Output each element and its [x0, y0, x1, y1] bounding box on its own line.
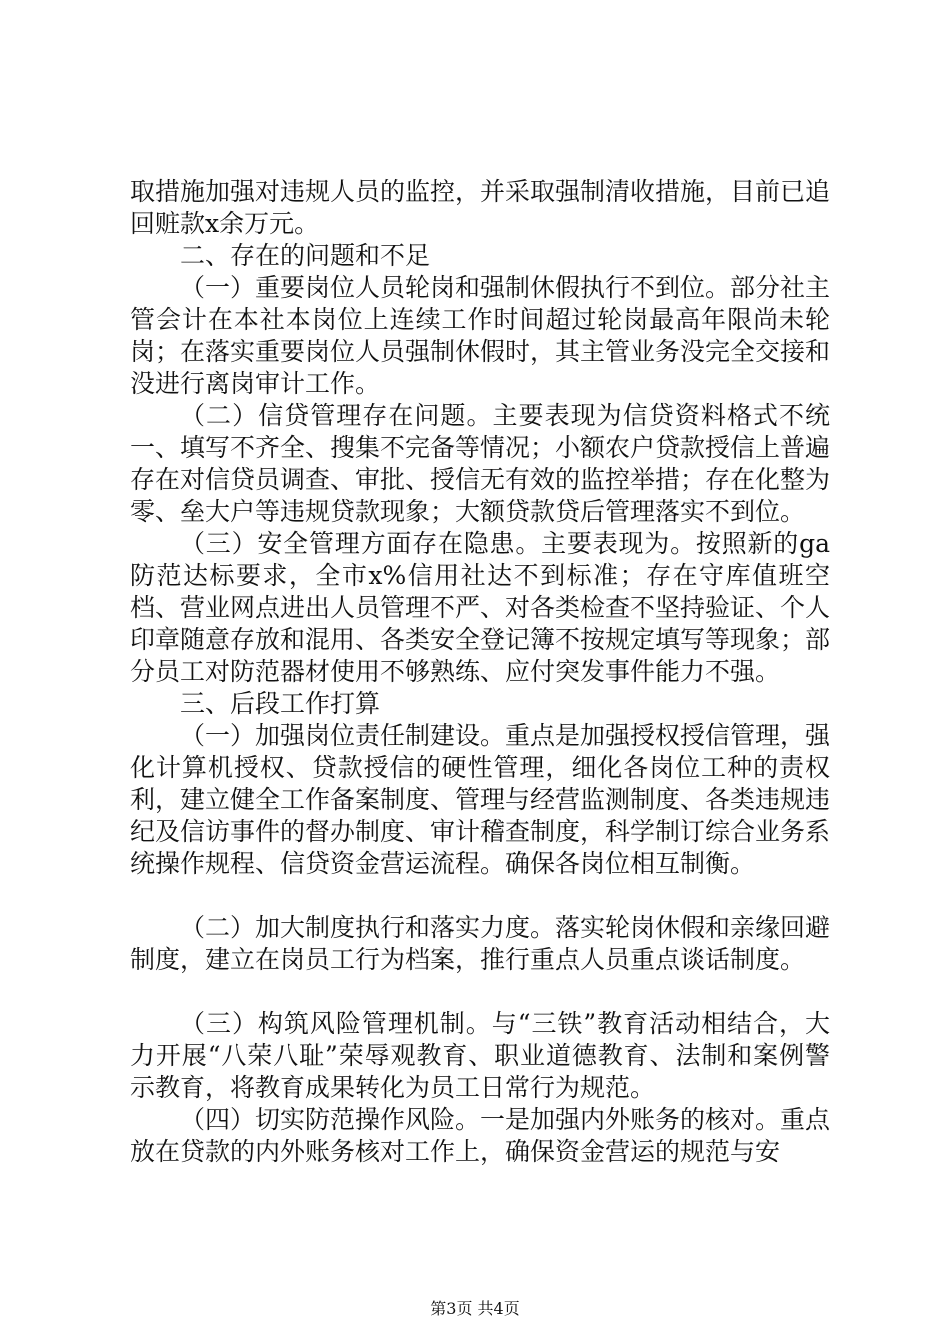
- paragraph-problem-2: （二）信贷管理存在问题。主要表现为信贷资料格式不统一、填写不齐全、搜集不完备等情况；小额农户贷款授信上普遍存在对信贷员调查、审批、授信无有效的监控举措；存在化整为零、垒大户等违规贷款现象；大额贷款贷后管理落实不到位。: [130, 401, 831, 526]
- paragraph-plan-3: （三）构筑风险管理机制。与“三铁”教育活动相结合，大力开展“八荣八耻”荣辱观教育、职业道德教育、法制和案例警示教育，将教育成果转化为员工日常行为规范。: [130, 1009, 830, 1102]
- paragraph-plan-1: （一）加强岗位责任制建设。重点是加强授权授信管理，强化计算机授权、贷款授信的硬性管理，细化各岗位工种的责权利，建立健全工作备案制度、管理与经营监测制度、各类违规违纪及信访事件的督办制度、审计稽查制度，科学制订综合业务系统操作规程、信贷资金营运流程。确保各岗位相互制衡。: [130, 721, 831, 878]
- paragraph-problem-3: （三）安全管理方面存在隐患。主要表现为。按照新的ga防范达标要求，全市x%信用社达不到标准；存在守库值班空档、营业网点进出人员管理不严、对各类检查不坚持验证、个人印章随意存放和混用、各类安全登记簿不按规定填写等现象；部分员工对防范器材使用不够熟练、应付突发事件能力不强。: [130, 529, 831, 686]
- page-footer: 第3页 共4页: [430, 1299, 520, 1318]
- paragraph-problem-1: （一）重要岗位人员轮岗和强制休假执行不到位。部分社主管会计在本社本岗位上连续工作时间超过轮岗最高年限尚未轮岗；在落实重要岗位人员强制休假时，其主管业务没完全交接和没进行离岗审计工作。: [130, 273, 831, 398]
- section-heading-problems: 二、存在的问题和不足: [180, 241, 431, 270]
- paragraph-plan-2: （二）加大制度执行和落实力度。落实轮岗休假和亲缘回避制度，建立在岗员工行为档案，推行重点人员重点谈话制度。: [130, 913, 831, 974]
- section-heading-plans: 三、后段工作打算: [180, 689, 381, 718]
- document-body: [130, 176, 830, 1168]
- paragraph-plan-4: （四）切实防范操作风险。一是加强内外账务的核对。重点放在贷款的内外账务核对工作上，确保资金营运的规范与安: [130, 1105, 831, 1166]
- paragraph-continuation: 取措施加强对违规人员的监控，并采取强制清收措施，目前已追回赃款x余万元。: [130, 177, 831, 238]
